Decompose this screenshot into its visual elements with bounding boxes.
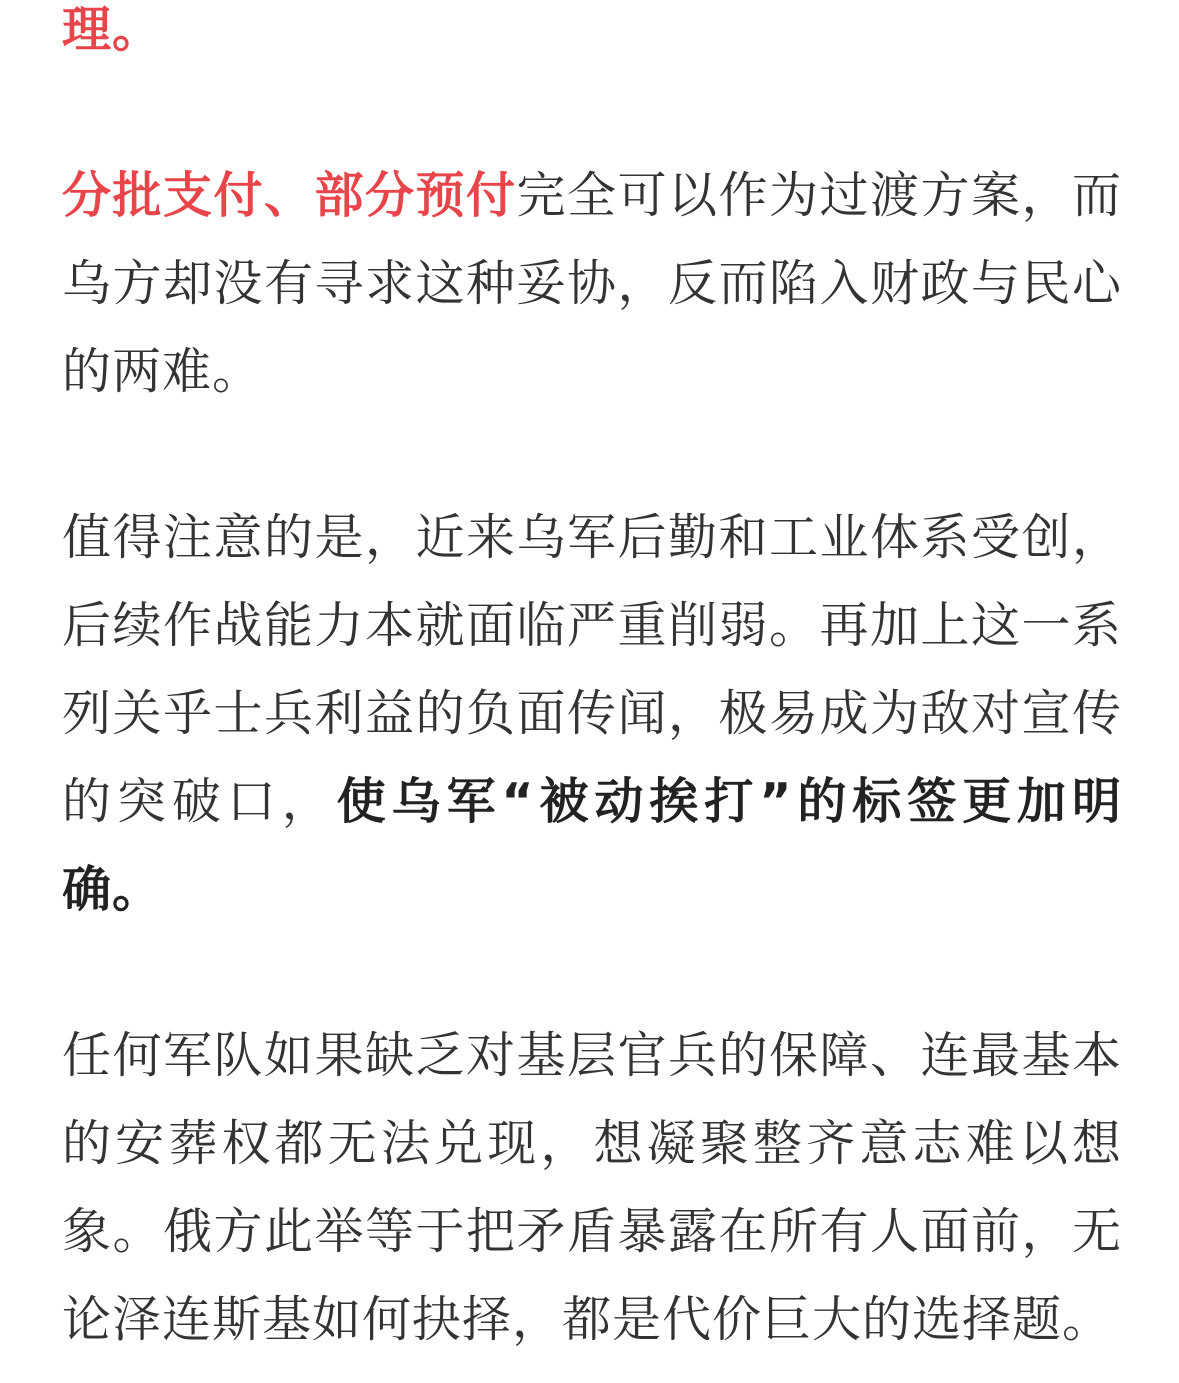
body-text: 值得注意的是，近来乌军后勤和工业体系受创，后续作战能力本就面临严重削弱。再加上这一系列关乎士兵利益的负面传闻，极易成为敌对宣传的突破口，: [62, 509, 1122, 830]
paragraph-1: [62, 0, 1122, 74]
paragraph-2: [62, 152, 1122, 416]
paragraph-3: [62, 494, 1122, 934]
highlight-text: 分批支付、部分预付: [62, 167, 517, 224]
paragraph-4: [62, 1012, 1122, 1364]
highlight-text: 理。: [62, 1, 163, 58]
body-text: 完全可以作为过渡方案，而乌方却没有寻求这种妥协，反而陷入财政与民心的两难。: [62, 167, 1122, 400]
body-text: 任何军队如果缺乏对基层官兵的保障、连最基本的安葬权都无法兑现，想凝聚整齐意志难以想象。俄方此举等于把矛盾暴露在所有人面前，无论泽连斯基如何抉择，都是代价巨大的选择题。: [62, 1027, 1122, 1348]
bold-text: 使乌军“被动挨打”的标签更加明确。: [62, 773, 1122, 918]
article-body: [62, 0, 1122, 1364]
